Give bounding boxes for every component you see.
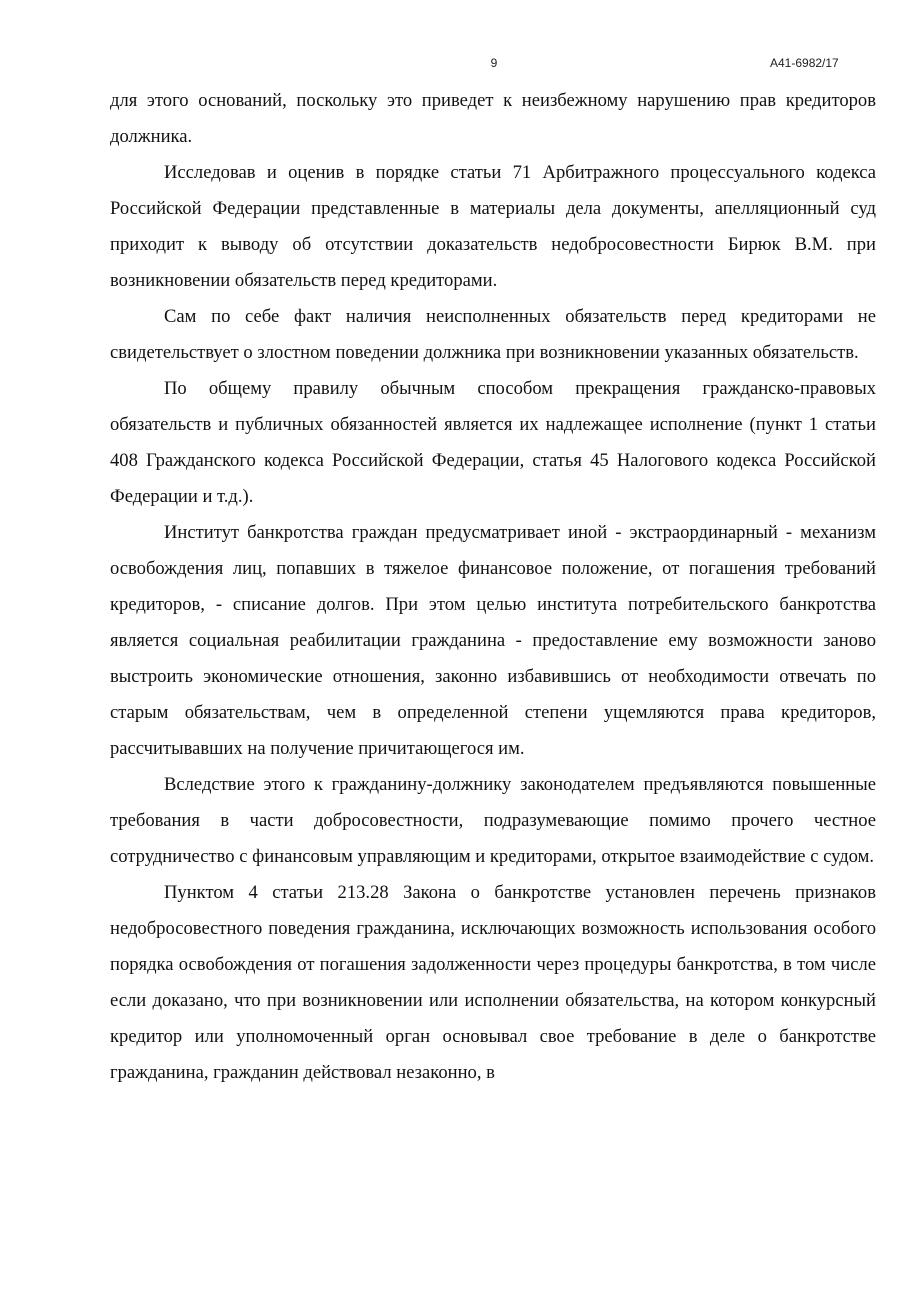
paragraph-continuation: для этого оснований, поскольку это приведет к неизбежному нарушению прав кредиторов должника. bbox=[110, 90, 876, 147]
page-number: 9 bbox=[490, 56, 498, 70]
paragraph: По общему правилу обычным способом прекращения гражданско-правовых обязательств и публичных обязанностей является их надлежащее исполнение (пункт 1 статьи 408 Гражданского кодекса Российской Федерации, статья 45 Налогового кодекса Российской Федерации и т.д.). bbox=[110, 378, 876, 507]
paragraph: Исследовав и оценив в порядке статьи 71 Арбитражного процессуального кодекса Российской Федерации представленные в материалы дела документы, апелляционный суд приходит к выводу об отсутствии доказательств недобросовестности Бирюк В.М. при возникновении обязательств перед кредиторами. bbox=[110, 162, 876, 291]
paragraph: Институт банкротства граждан предусматривает иной - экстраординарный - механизм освобождения лиц, попавших в тяжелое финансовое положение, от погашения требований кредиторов, - списание долгов. При этом целью института потребительского банкротства является социальная реабилитации гражданина - предоставление ему возможности заново выстроить экономические отношения, законно избавившись от необходимости отвечать по старым обязательствам, чем в определенной степени ущемляются права кредиторов, рассчитывавших на получение причитающегося им. bbox=[110, 522, 876, 759]
document-body bbox=[110, 83, 876, 1091]
paragraph: Сам по себе факт наличия неисполненных обязательств перед кредиторами не свидетельствует о злостном поведении должника при возникновении указанных обязательств. bbox=[110, 306, 876, 363]
case-number: А41-6982/17 bbox=[770, 56, 839, 70]
paragraph: Вследствие этого к гражданину-должнику законодателем предъявляются повышенные требования в части добросовестности, подразумевающие помимо прочего честное сотрудничество с финансовым управляющим и кредиторами, открытое взаимодействие с судом. bbox=[110, 774, 876, 867]
paragraph: Пунктом 4 статьи 213.28 Закона о банкротстве установлен перечень признаков недобросовестного поведения гражданина, исключающих возможность использования особого порядка освобождения от погашения задолженности через процедуры банкротства, в том числе если доказано, что при возникновении или исполнении обязательства, на котором конкурсный кредитор или уполномоченный орган основывал свое требование в деле о банкротстве гражданина, гражданин действовал незаконно, в bbox=[110, 882, 876, 1083]
